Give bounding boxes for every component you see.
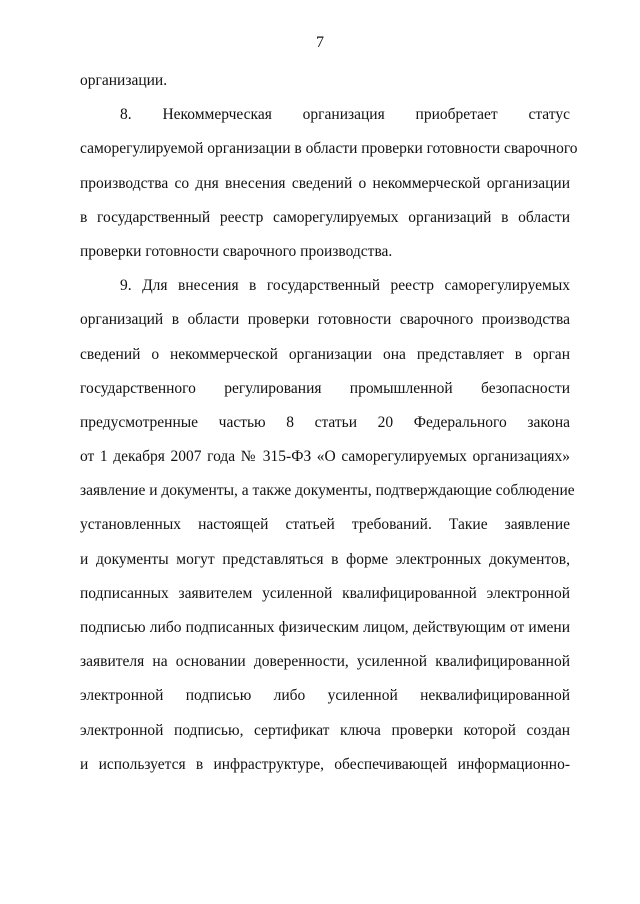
- text-line: от 1 декабря 2007 года № 315-ФЗ «О саморегулируемых организациях»: [80, 448, 570, 466]
- text-line: подписью либо подписанных физическим лицом, действующим от имени: [80, 619, 570, 636]
- text-line: 8. Некоммерческая организация приобретает статус: [120, 106, 570, 124]
- text-line: в государственный реестр саморегулируемых организаций в области: [80, 208, 570, 226]
- text-line: 9. Для внесения в государственный реестр саморегулируемых: [120, 277, 570, 295]
- text-line: электронной подписью либо усиленной неквалифицированной: [80, 687, 570, 705]
- page-number: 7: [316, 34, 324, 51]
- text-line: установленных настоящей статьей требований. Такие заявление: [80, 516, 570, 534]
- text-line: и используется в инфраструктуре, обеспечивающей информационно-: [80, 755, 570, 773]
- text-line: производства со дня внесения сведений о некоммерческой организации: [80, 174, 570, 192]
- text-line: государственного регулирования промышленной безопасности: [80, 379, 570, 397]
- text-line: сведений о некоммерческой организации она представляет в орган: [80, 345, 570, 363]
- text-line: заявление и документы, а также документы, подтверждающие соблюдение: [80, 482, 575, 500]
- text-line: саморегулируемой организации в области проверки готовности сварочного: [80, 140, 578, 158]
- text-line: и документы могут представляться в форме электронных документов,: [80, 550, 570, 568]
- text-line: заявителя на основании доверенности, усиленной квалифицированной: [80, 653, 570, 671]
- text-line: электронной подписью, сертификат ключа проверки которой создан: [80, 721, 570, 739]
- text-line: подписанных заявителем усиленной квалифицированной электронной: [80, 584, 570, 602]
- text-line: организаций в области проверки готовности сварочного производства: [80, 311, 570, 329]
- text-line: организации.: [80, 72, 168, 89]
- body-text: [80, 70, 578, 788]
- text-line: предусмотренные частью 8 статьи 20 Федерального закона: [80, 413, 570, 431]
- text-line: проверки готовности сварочного производства.: [80, 242, 393, 260]
